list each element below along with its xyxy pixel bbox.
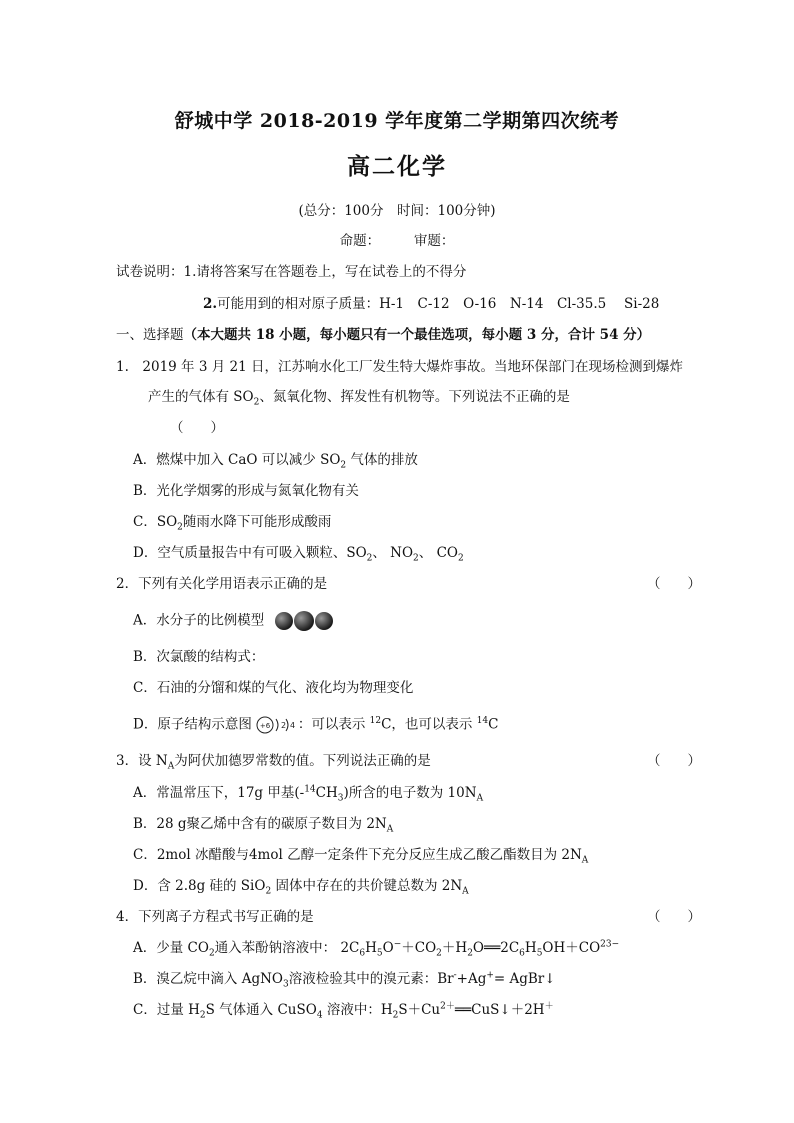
q3-option-d: D．含 2.8g 硅的 SiO$_2$ 固体中存在的共价键总数为 $2N_A$ [133, 878, 469, 897]
q3-stem: 3．设 $N_A$为阿伏加德罗常数的值。下列说法正确的是 [116, 753, 431, 772]
q3-option-a: A．常温常压下，17g 甲基$(-^{14}CH_3)$所含的电子数为 $10N_A$ [133, 784, 484, 804]
atom-structure-diagram-icon [255, 715, 295, 735]
q3-number: 3． [116, 753, 139, 769]
q1-option-d: D．空气质量报告中有可吸入颗粒、$SO_2$、 $NO_2$、 $CO_2$ [133, 545, 464, 564]
instructions-line-2-num: 2. [203, 296, 218, 312]
svg-text:+6: +6 [259, 722, 270, 730]
q4-option-c: C．过量 $H_2S$ 气体通入 CuSO$_4$ 溶液中：$H_2S+Cu^{2+}══CuS↓+2H^+$ [133, 1001, 554, 1021]
q4-option-a: A．少量 $CO_2$通入苯酚钠溶液中： $2C_6H_5O^-+CO_2+H_2O══2C_6H_5OH+CO^{23-}$ [133, 939, 620, 959]
q2-option-c: C．石油的分馏和煤的气化、液化均为物理变化 [133, 680, 414, 696]
q1-option-a: A．燃煤中加入 CaO 可以减少 $SO_2$ 气体的排放 [133, 452, 418, 471]
svg-text:4: 4 [289, 721, 295, 730]
q2-option-a: A．水分子的比例模型 [133, 611, 335, 631]
water-molecule-model-icon [273, 611, 335, 631]
subject-title: 高二化学 [347, 153, 447, 180]
q4-number: 4． [116, 909, 139, 925]
section-title-rest: （本大题共 18 小题，每小题只有一个最佳选项，每小题 3 分，合计 54 分） [183, 327, 651, 343]
exam-title: 舒城中学 2018-2019 学年度第二学期第四次统考 [174, 110, 620, 132]
q1-option-b: B．光化学烟雾的形成与氮氧化物有关 [133, 483, 359, 499]
authors-line: 命题： 审题： [339, 233, 455, 249]
section-title-prefix: 一、选择题 [116, 327, 184, 343]
q2-stem: 2．下列有关化学用语表示正确的是 [116, 576, 328, 592]
q3-option-c: C．2mol 冰醋酸与4mol 乙醇一定条件下充分反应生成乙酸乙酯数目为 $2N_A$ [133, 847, 589, 866]
q2-answer-paren: （ ） [647, 576, 701, 592]
q4-answer-paren: （ ） [647, 909, 701, 925]
q2-number: 2． [116, 576, 139, 592]
q3-option-b: B．28 g聚乙烯中含有的碳原子数目为 $2N_A$ [133, 816, 394, 835]
instructions-line-2-text: 可能用到的相对原子质量：H-1 C-12 O-16 N-14 Cl-35.5 Si-28 [217, 296, 660, 312]
q2-option-d: D．原子结构示意图 +6 2 4 ：可以表示 $^{12}$C，也可以表示 $^{14}$C [133, 715, 499, 735]
svg-text:2: 2 [280, 721, 286, 730]
instructions-line-1: 试卷说明：1.请将答案写在答题卷上，写在试卷上的不得分 [116, 264, 467, 280]
section-title [116, 326, 650, 344]
score-time: (总分：100分 时间：100分钟) [298, 203, 496, 219]
q3-answer-paren: （ ） [647, 753, 701, 769]
q1-option-c: C．$SO_2$随雨水降下可能形成酸雨 [133, 514, 332, 533]
q4-stem: 4．下列离子方程式书写正确的是 [116, 909, 314, 925]
q4-option-b: B．溴乙烷中滴入 AgNO$_3$溶液检验其中的溴元素：Br-+Ag+= AgBr↓ [133, 970, 556, 990]
q1-answer-paren: （ ） [170, 420, 224, 436]
q1-stem-line-2: 产生的气体有 $SO_2$、氮氧化物、挥发性有机物等。下列说法不正确的是 [148, 389, 570, 408]
q2-option-b: B．次氯酸的结构式： [133, 649, 265, 665]
q1-number: 1. [116, 359, 129, 375]
instructions-line-2 [203, 295, 659, 313]
q1-stem-line-1: 1. 2019 年 3 月 21 日，江苏响水化工厂发生特大爆炸事故。当地环保部门在现场检测到爆炸 [116, 359, 683, 375]
